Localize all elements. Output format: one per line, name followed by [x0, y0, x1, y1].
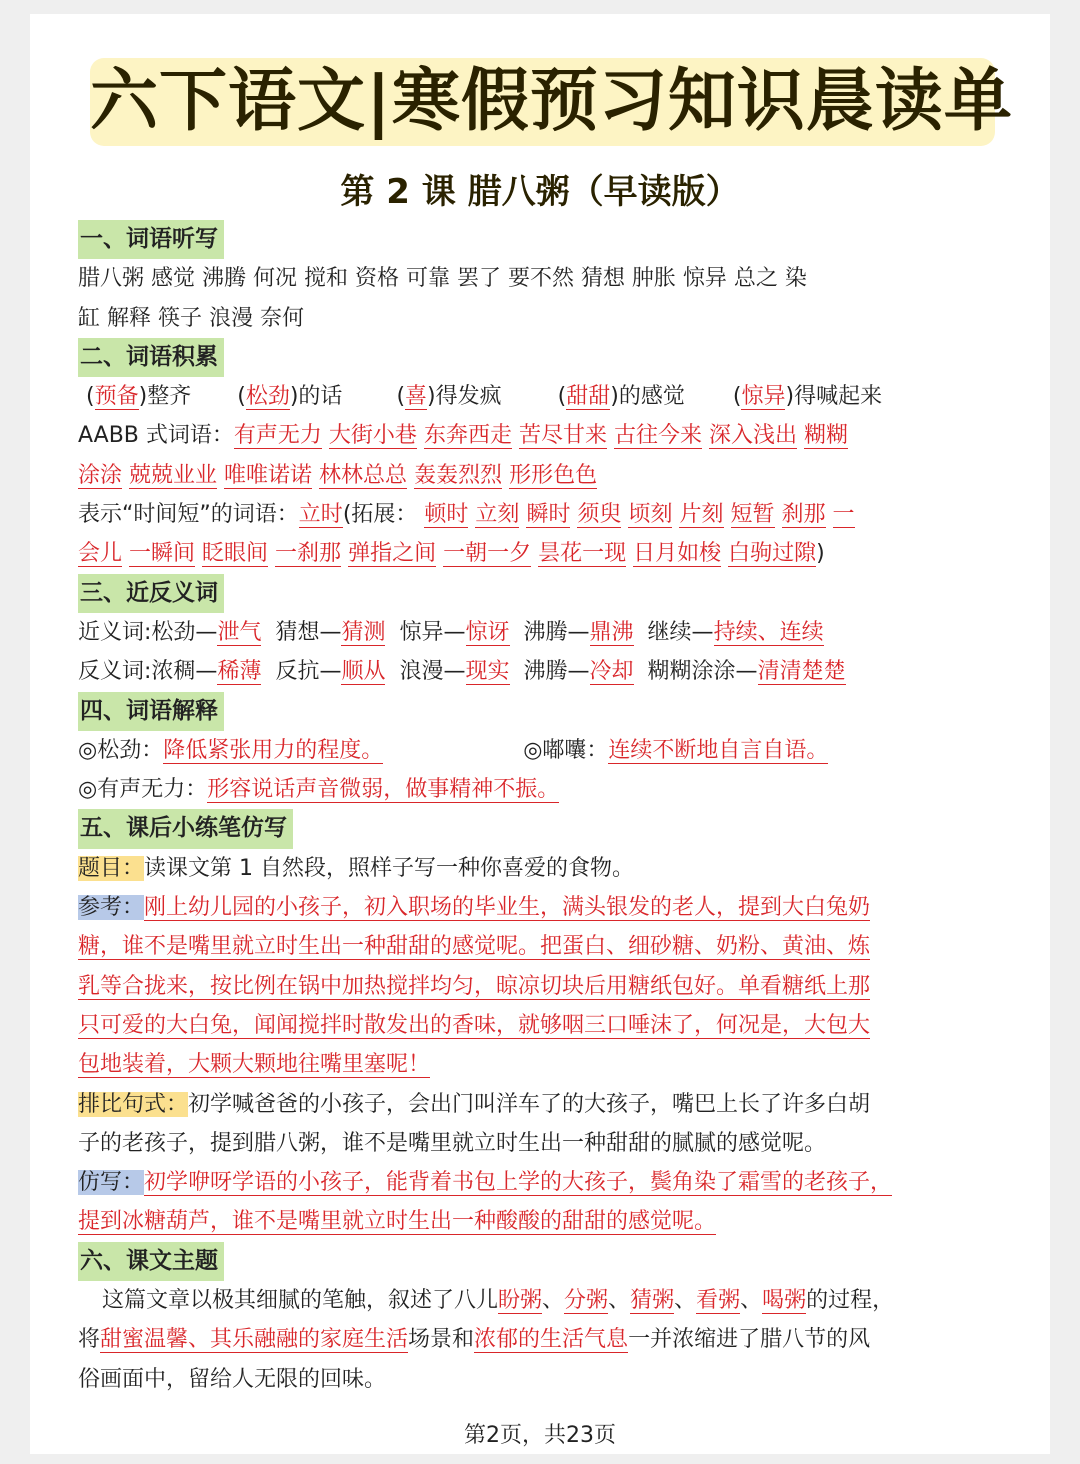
separator: 、 [608, 1288, 631, 1314]
fill-text: 的感觉 [618, 384, 685, 410]
separator: 、 [740, 1288, 763, 1314]
fill-answer: 松劲 [245, 384, 290, 410]
time-word: 日月如梭 [633, 541, 722, 567]
section-header-synonyms: 三、近反义词 [78, 574, 224, 613]
lesson-subtitle: 第 2 课 腊八粥（早读版） [340, 172, 740, 212]
definition-line [78, 731, 1006, 770]
definition-answer: 形容说话声音微弱，做事精神不振。 [207, 777, 560, 803]
definition-word: ◎松劲： [78, 737, 164, 763]
dictation-line: 腊八粥 感觉 沸腾 何况 搅和 资格 可靠 罢了 要不然 猜想 肿胀 惊异 总之 染 [78, 266, 807, 292]
time-word: 须臾 [577, 502, 622, 528]
definition-answer: 连续不断地自言自语。 [608, 737, 829, 763]
word: 反抗— [275, 659, 342, 685]
word: 松劲— [151, 619, 218, 645]
reference-text: 糖，谁不是嘴里就立时生出一种甜甜的感觉呢。把蛋白、细砂糖、奶粉、黄油、炼 [78, 934, 871, 960]
aabb-label: AABB 式词语： [78, 423, 234, 449]
theme-keyword: 看粥 [696, 1288, 741, 1314]
aabb-word: 古往今来 [613, 423, 702, 449]
dictation-line: 缸 解释 筷子 浪漫 奈何 [78, 305, 304, 331]
close-paren: ) [816, 541, 825, 567]
imitation-tag: 仿写： [78, 1170, 145, 1196]
time-word: 会儿 [78, 541, 123, 567]
theme-keyword: 甜蜜温馨、其乐融融的家庭生活 [100, 1327, 409, 1353]
aabb-word: 有声无力 [233, 423, 322, 449]
aabb-word: 东奔西走 [423, 423, 512, 449]
time-word: 弹指之间 [348, 541, 437, 567]
answer: 清清楚楚 [757, 659, 846, 685]
question-text: 读课文第 1 自然段，照样子写一种你喜爱的食物。 [144, 855, 635, 881]
answer: 惊讶 [465, 619, 510, 645]
time-word: 瞬时 [526, 502, 571, 528]
reference-text: 刚上幼儿园的小孩子，初入职场的毕业生，满头银发的老人，提到大白兔奶 [144, 895, 871, 921]
time-word: 立时 [298, 502, 343, 528]
theme-keyword: 分粥 [564, 1288, 609, 1314]
aabb-word: 苦尽甘来 [518, 423, 607, 449]
parallelism-line [78, 1085, 1006, 1124]
time-ext-label: (拓展： [342, 502, 418, 528]
aabb-word: 轰轰烈烈 [414, 462, 503, 488]
question-line [78, 849, 1006, 888]
theme-keyword: 浓郁的生活气息 [474, 1327, 629, 1353]
answer: 持续、连续 [713, 619, 824, 645]
word: 沸腾— [523, 659, 590, 685]
fill-text: 得发疯 [435, 384, 502, 410]
worksheet-content [78, 220, 1006, 1399]
fill-text: 得喊起来 [794, 384, 883, 410]
theme-text: 的过程， [806, 1288, 895, 1314]
section-header-writing: 五、课后小练笔仿写 [78, 809, 293, 848]
fill-answer: 喜 [405, 384, 428, 410]
antonym-label: 反义词: [78, 659, 152, 685]
imitation-line [78, 1163, 1006, 1202]
definition-answer: 降低紧张用力的程度。 [163, 737, 384, 763]
section-header-definitions: 四、词语解释 [78, 692, 224, 731]
word: 浓稠— [151, 659, 218, 685]
aabb-line [78, 416, 1006, 455]
imitation-text: 初学咿呀学语的小孩子，能背着书包上学的大孩子，鬓角染了霜雪的老孩子， [144, 1170, 893, 1196]
answer: 稀薄 [217, 659, 262, 685]
page-number: 第2页，共23页 [464, 1423, 616, 1448]
theme-line [78, 1281, 1006, 1320]
theme-line [78, 1320, 1006, 1359]
definition-word: ◎有声无力： [78, 777, 208, 803]
page-title: 六下语文|寒假预习知识晨读单 [90, 62, 1013, 141]
time-word: 立刻 [475, 502, 520, 528]
theme-text: 这篇文章以极其细腻的笔触，叙述了八儿 [102, 1288, 499, 1314]
aabb-word: 林林总总 [319, 462, 408, 488]
answer: 现实 [465, 659, 510, 685]
time-word: 一刹那 [275, 541, 342, 567]
reference-text: 包地装着，大颗大颗地往嘴里塞呢！ [78, 1052, 431, 1078]
reference-line [78, 888, 1006, 927]
section-header-vocabulary: 二、词语积累 [78, 338, 224, 377]
time-word: 顷刻 [628, 502, 673, 528]
time-word: 昙花一现 [538, 541, 627, 567]
fill-answer: 惊异 [741, 384, 786, 410]
time-word: 刹那 [781, 502, 826, 528]
question-tag: 题目： [78, 855, 145, 881]
aabb-word: 深入浅出 [708, 423, 797, 449]
answer: 猜测 [341, 619, 386, 645]
aabb-word: 兢兢业业 [129, 462, 218, 488]
aabb-word: 糊糊 [804, 423, 849, 449]
fill-blank-line: (预备)整齐 (松劲)的话 (喜)得发疯 (甜甜)的感觉 (惊异)得喊起来 [86, 384, 883, 410]
separator: 、 [542, 1288, 565, 1314]
page [30, 14, 1050, 1454]
aabb-word: 形形色色 [509, 462, 598, 488]
word: 猜想— [275, 619, 342, 645]
time-label: 表示“时间短”的词语： [78, 502, 299, 528]
theme-keyword: 盼粥 [498, 1288, 543, 1314]
parallelism-text: 子的老孩子，提到腊八粥，谁不是嘴里就立时生出一种甜甜的腻腻的感觉呢。 [78, 1130, 827, 1156]
aabb-word: 大街小巷 [328, 423, 417, 449]
fill-answer: 预备 [94, 384, 139, 410]
time-word: 一瞬间 [129, 541, 196, 567]
aabb-word: 涂涂 [78, 462, 123, 488]
section-header-dictation: 一、词语听写 [78, 220, 224, 259]
word: 沸腾— [523, 619, 590, 645]
theme-keyword: 喝粥 [762, 1288, 807, 1314]
parallelism-tag: 排比句式： [78, 1091, 189, 1117]
answer: 冷却 [589, 659, 634, 685]
time-words-line [78, 534, 1006, 573]
aabb-word: 唯唯诺诺 [224, 462, 313, 488]
reference-tag: 参考： [78, 895, 145, 921]
definition-line [78, 770, 1006, 809]
aabb-line [78, 456, 1006, 495]
antonym-line [78, 652, 1006, 691]
answer: 泄气 [217, 619, 262, 645]
theme-text: 一并浓缩进了腊八节的风 [628, 1327, 871, 1353]
answer: 顺从 [341, 659, 386, 685]
time-word: 短暂 [730, 502, 775, 528]
theme-text: 将 [78, 1327, 101, 1353]
word: 惊异— [399, 619, 466, 645]
time-words-line [78, 495, 1006, 534]
time-word: 一 [832, 502, 855, 528]
definition-word: ◎嘟囔： [523, 737, 609, 763]
time-word: 一朝一夕 [443, 541, 532, 567]
word: 继续— [647, 619, 714, 645]
fill-text: 的话 [298, 384, 343, 410]
reference-text: 乳等合拢来，按比例在锅中加热搅拌均匀，晾凉切块后用糖纸包好。单看糖纸上那 [78, 973, 871, 999]
imitation-text: 提到冰糖葫芦，谁不是嘴里就立时生出一种酸酸的甜甜的感觉呢。 [78, 1209, 717, 1235]
reference-text: 只可爱的大白兔，闻闻搅拌时散发出的香味，就够咽三口唾沫了，何况是，大包大 [78, 1012, 871, 1038]
time-word: 眨眼间 [202, 541, 269, 567]
theme-keyword: 猜粥 [630, 1288, 675, 1314]
theme-text: 场景和 [408, 1327, 475, 1353]
time-word: 片刻 [679, 502, 724, 528]
word: 糊糊涂涂— [647, 659, 758, 685]
theme-line: 俗画面中，留给人无限的回味。 [78, 1366, 387, 1392]
synonym-line [78, 613, 1006, 652]
fill-text: 整齐 [147, 384, 192, 410]
synonym-label: 近义词: [78, 619, 152, 645]
time-word: 白驹过隙 [728, 541, 817, 567]
time-word: 顿时 [424, 502, 469, 528]
answer: 鼎沸 [589, 619, 634, 645]
fill-answer: 甜甜 [566, 384, 611, 410]
section-header-theme: 六、课文主题 [78, 1242, 224, 1281]
separator: 、 [674, 1288, 697, 1314]
word: 浪漫— [399, 659, 466, 685]
parallelism-text: 初学喊爸爸的小孩子，会出门叫洋车了的大孩子，嘴巴上长了许多白胡 [188, 1091, 871, 1117]
